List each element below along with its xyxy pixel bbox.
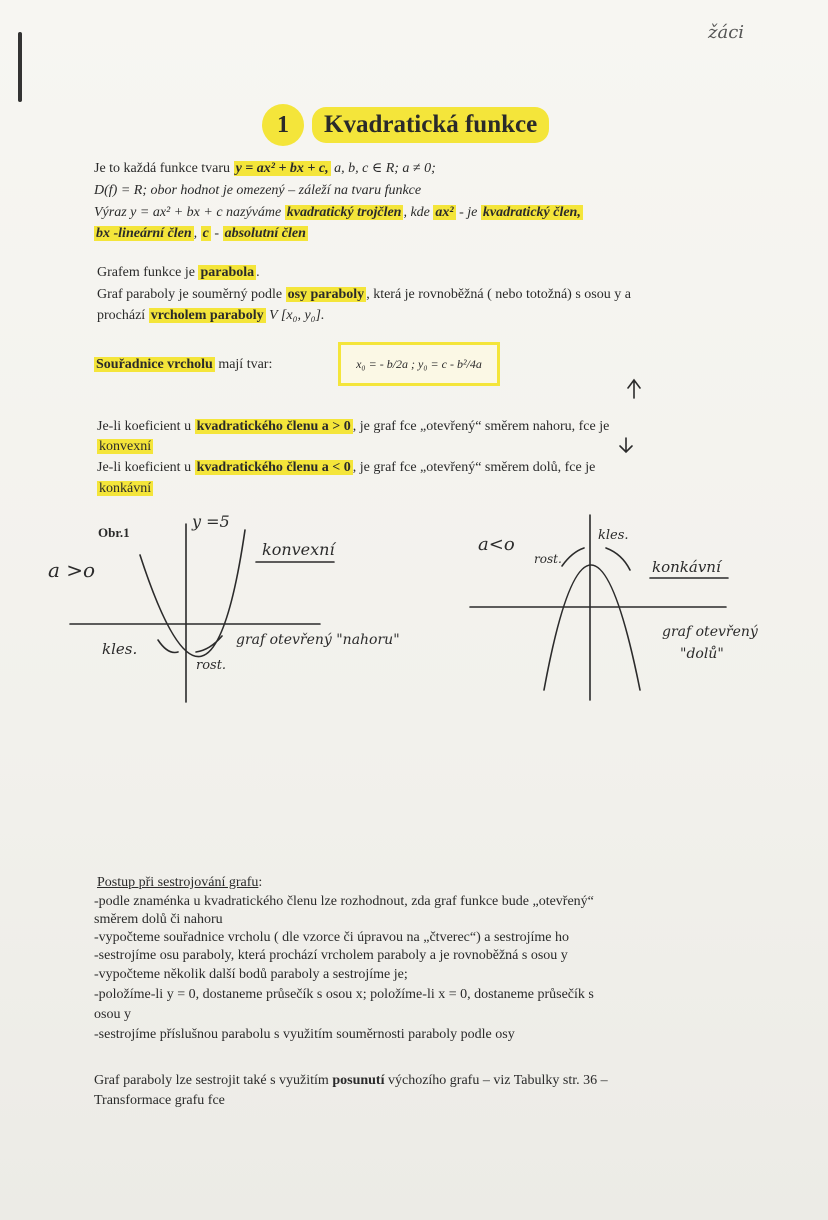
closing-term: posunutí (332, 1073, 385, 1088)
graph-text: prochází (97, 308, 149, 323)
left-kles: kles. (102, 640, 138, 658)
vertex-text: mají tvar: (214, 357, 273, 372)
postup-line: -vypočteme souřadnice vrcholu ( dle vzorce či úpravou na „čtverec“) a sestrojíme ho (94, 930, 570, 945)
def-term: bx -lineární člen (96, 226, 192, 241)
vertex-formula-box: x₀ = - b/2a ; y₀ = c - b²/4a (338, 342, 500, 386)
graph-text: . (256, 265, 260, 280)
right-a-label: a<o (478, 534, 515, 555)
postup-line: směrem dolů či nahoru (94, 912, 223, 927)
right-decrease-arrow (606, 548, 630, 570)
coef-convex: konvexní (99, 439, 152, 454)
postup-heading-text: Postup při sestrojování grafu (97, 875, 259, 890)
right-increase-arrow (562, 548, 584, 566)
left-parabola (140, 530, 245, 657)
coef-text: , je graf fce „otevřený“ směrem dolů, fce je (352, 460, 596, 475)
def-term: c (202, 226, 209, 241)
figure-label: Obr.1 (98, 525, 130, 540)
coef-term: kvadratického členu a < 0 (196, 460, 351, 475)
graph-text: Graf paraboly je souměrný podle (97, 287, 286, 302)
right-graf-1: graf otevřený (662, 624, 758, 640)
left-konvexni: konvexní (262, 540, 335, 559)
closing-text: Graf paraboly lze sestrojit také s využitím (94, 1073, 333, 1088)
postup-line: -položíme-li y = 0, dostaneme průsečík s osou x; položíme-li x = 0, dostaneme průsečík s (94, 987, 594, 1002)
corner-handwritten-note: žáci (708, 22, 745, 43)
def-formula: y = ax² + bx + c, (235, 161, 329, 176)
right-konkavni: konkávní (652, 558, 721, 576)
left-a-label: a >o (48, 558, 96, 582)
right-graf-2: "dolů" (680, 646, 724, 662)
right-kles: kles. (598, 528, 629, 543)
graph-text: Grafem funkce je (97, 265, 199, 280)
up-arrow-icon (628, 380, 640, 398)
coef-text: Je-li koeficient u (97, 460, 195, 475)
left-graf: graf otevřený "nahoru" (236, 632, 400, 648)
postup-line: -podle znaménka u kvadratického členu lze rozhodnout, zda graf funkce bude „otevřený“ (94, 894, 594, 909)
def-text: Je to každá funkce tvaru (94, 161, 234, 176)
coef-text: , je graf fce „otevřený“ směrem nahoru, fce je (352, 419, 610, 434)
def-text: , kde (403, 205, 434, 220)
title-number: 1 (262, 104, 304, 146)
postup-line: -sestrojíme osu paraboly, která prochází vrcholem paraboly a je rovnoběžná s osou y (94, 948, 568, 963)
def-text: , (193, 226, 201, 241)
postup-heading (97, 874, 262, 892)
closing-line-2: Transformace grafu fce (94, 1093, 225, 1108)
closing-text: výchozího grafu – viz Tabulky str. 36 – (384, 1073, 608, 1088)
graph-text: , která je rovnoběžná ( nebo totožná) s osou y a (366, 287, 631, 302)
postup-line: -vypočteme několik další bodů paraboly a sestrojíme je; (94, 967, 408, 982)
coef-term: kvadratického členu a > 0 (196, 419, 351, 434)
def-term: kvadratický trojčlen (286, 205, 402, 220)
def-text: - je (455, 205, 481, 220)
graph-term: osy paraboly (287, 287, 365, 302)
left-rost: rost. (196, 658, 227, 673)
down-arrow-icon (620, 438, 632, 452)
def-term: absolutní člen (224, 226, 306, 241)
postup-heading-colon: : (258, 875, 263, 890)
graph-text: V [x₀, y₀]. (265, 308, 325, 323)
coef-concave: konkávní (99, 481, 152, 496)
def-term: ax² (435, 205, 454, 220)
left-y-label: y =5 (192, 512, 230, 531)
vertex-label: Souřadnice vrcholu (96, 357, 213, 372)
def-conditions: a, b, c ∈ R; a ≠ 0; (330, 161, 436, 176)
left-decrease-arrow (158, 640, 178, 653)
graph-term: parabola (200, 265, 255, 280)
def-text: Výraz y = ax² + bx + c nazýváme (94, 205, 285, 220)
def-text: - (210, 226, 223, 241)
title-text: Kvadratická funkce (312, 107, 549, 143)
postup-line: -sestrojíme příslušnou parabolu s využitím souměrnosti paraboly podle osy (94, 1027, 515, 1042)
coef-text: Je-li koeficient u (97, 419, 195, 434)
right-parabola (544, 565, 640, 690)
definition-line-2: D(f) = R; obor hodnot je omezený – záleží na tvaru funkce (94, 183, 422, 198)
postup-line: osou y (94, 1007, 131, 1022)
def-term: kvadratický člen, (482, 205, 581, 220)
graph-term: vrcholem paraboly (150, 308, 264, 323)
right-rost: rost. (534, 552, 562, 566)
closing-line-1 (94, 1072, 608, 1090)
